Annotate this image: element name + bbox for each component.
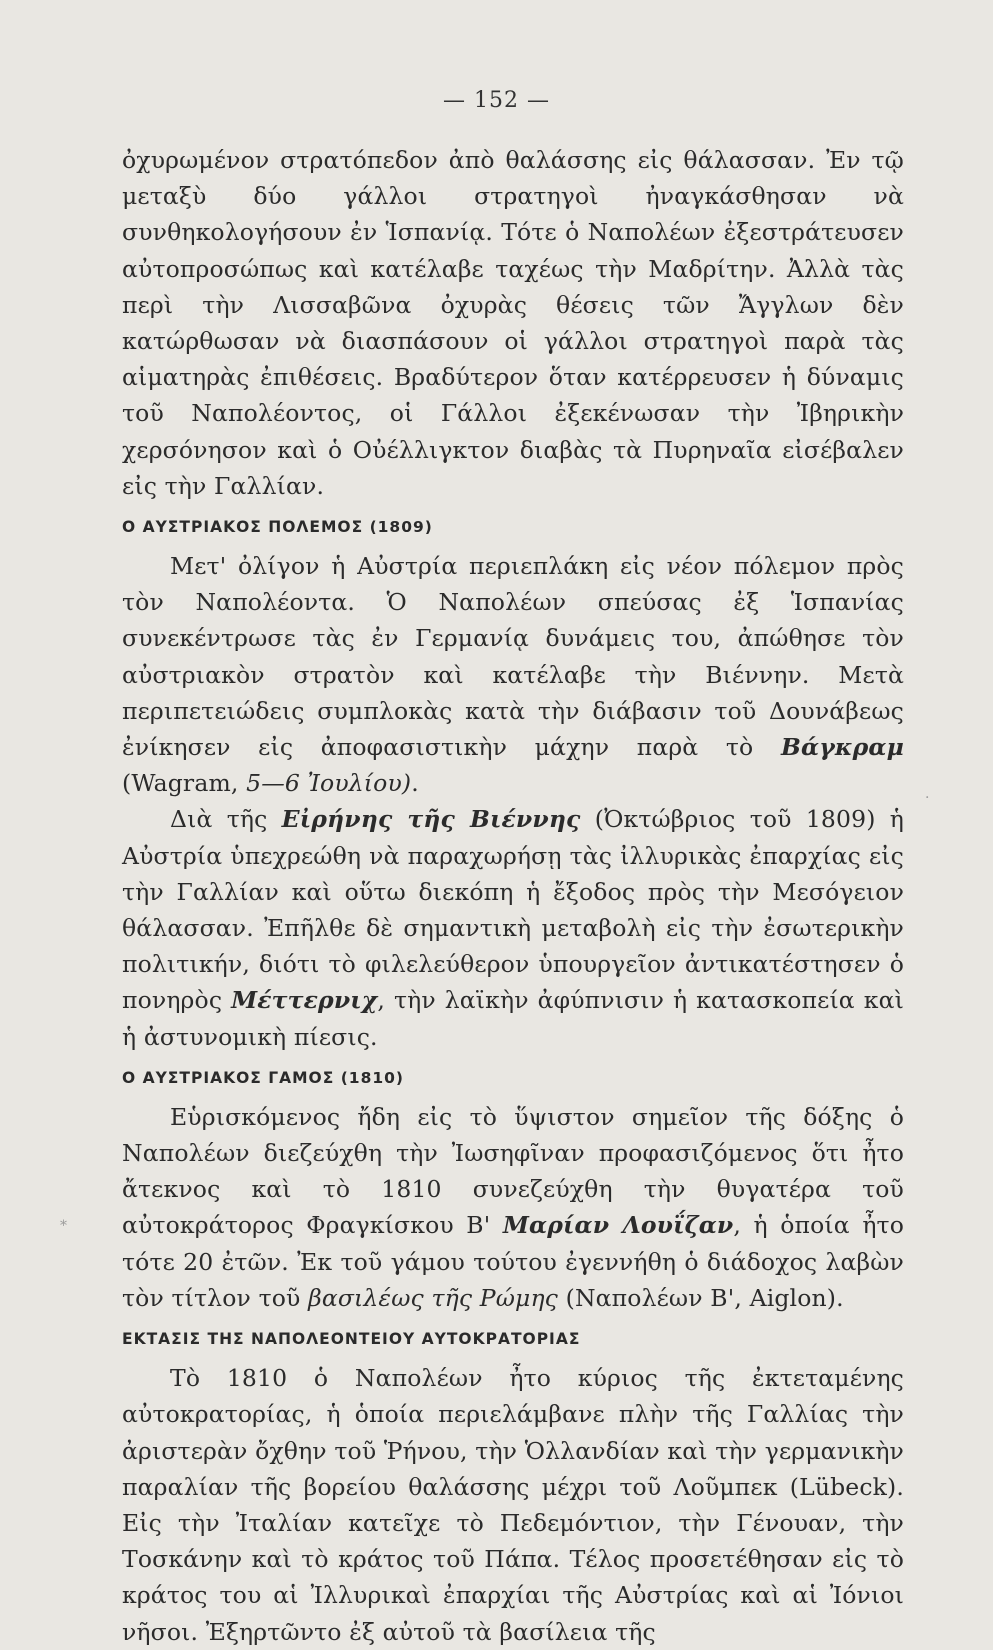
section-heading-empire-extent: ΕΚΤΑΣΙΣ ΤΗΣ ΝΑΠΟΛΕΟΝΤΕΙΟΥ ΑΥΤΟΚΡΑΤΟΡΙΑΣ	[122, 1330, 581, 1349]
page-number: — 152 —	[443, 88, 550, 113]
austrian-war-paragraph-2	[122, 801, 904, 1054]
austrian-war-p2-start: Διὰ τῆς	[170, 805, 282, 834]
marriage-p1-mid: , ἡ ὁποία ἦτο τότε 20 ἐτῶν. Ἐκ τοῦ γάμου τούτου ἐγεννήθη ὁ διάδοχος λαβὼν τὸν τίτλον τοῦ	[122, 1211, 904, 1312]
austrian-war-p2-end: , τὴν λαϊκὴν ἀφύπνισιν ἡ κατασκοπεία καὶ ἡ ἀστυνομικὴ πίεσις.	[122, 986, 904, 1051]
peace-of-vienna: Εἰρήνης τῆς Βιέννης	[281, 805, 581, 834]
body-text	[122, 142, 904, 1650]
austrian-war-paragraph-1	[122, 548, 904, 801]
marriage-p1-text: Εὑρισκόμενος ἤδη εἰς τὸ ὕψιστον σημεῖον τῆς δόξης ὁ Ναπολέων διεζεύχθη τὴν Ἰωσηφῖναν προφασιζόμενος ὅτι ἦτο ἄτεκνος καὶ τὸ 1810 συνεζεύχθη τὴν θυγατέρα τοῦ αὐτοκράτορος Φραγκίσκου Β'	[122, 1102, 904, 1240]
empire-paragraph: Τὸ 1810 ὁ Ναπολέων ἦτο κύριος τῆς ἐκτεταμένης αὐτοκρατορίας, ἡ ὁποία περιελάμβανε πλὴν τῆς Γαλλίας τὴν ἀριστερὰν ὄχθην τοῦ Ῥήνου, τὴν Ὁλλανδίαν καὶ τὴν γερμανικὴν παραλίαν τῆς βορείου θαλάσσης μέχρι τοῦ Λοῦμπεκ (Lübeck). Εἰς τὴν Ἰταλίαν κατεῖχε τὸ Πεδεμόντιον, τὴν Γένουαν, τὴν Τοσκάνην καὶ τὸ κράτος τοῦ Πάπα. Τέλος προσετέθησαν εἰς τὸ κράτος του αἱ Ἰλλυρικαὶ ἐπαρχίαι τῆς Αὐστρίας καὶ αἱ Ἰόνιοι νῆσοι. Ἐξηρτῶντο ἐξ αὐτοῦ τὰ βασίλεια τῆς	[122, 1364, 904, 1646]
marie-louise-name: Μαρίαν Λουΐζαν	[502, 1211, 734, 1240]
section-heading-austrian-war: Ο ΑΥΣΤΡΙΑΚΟΣ ΠΟΛΕΜΟΣ (1809)	[122, 518, 433, 537]
austrian-war-p1-end: .	[411, 769, 419, 798]
wagram-name: Βάγκραμ	[780, 733, 904, 762]
margin-dot: ·	[925, 790, 930, 806]
king-of-rome-title: βασιλέως τῆς Ρώμης	[308, 1283, 558, 1312]
margin-mark: *	[60, 1218, 67, 1234]
wagram-date: 5—6 Ἰουλίου)	[246, 769, 412, 798]
austrian-war-p1-text: Μετ' ὀλίγον ἡ Αὐστρία περιεπλάκη εἰς νέον πόλεμον πρὸς τὸν Ναπολέοντα. Ὁ Ναπολέων σπεύσας ἐξ Ἱσπανίας συνεκέντρωσε τὰς ἐν Γερμανίᾳ δυνάμεις του, ἀπώθησε τὸν αὐστριακὸν στρατὸν καὶ κατέλαβε τὴν Βιέννην. Μετὰ περιπετειώδεις συμπλοκὰς κατὰ τὴν διάβασιν τοῦ Δουνάβεως ἐνίκησεν εἰς ἀποφασιστικὴν μάχην παρὰ τὸ	[122, 552, 904, 762]
marriage-p1-end: (Ναπολέων Β', Aiglon).	[558, 1283, 844, 1312]
metternich-name: Μέττερνιχ	[231, 986, 378, 1015]
intro-paragraph: ὀχυρωμένον στρατόπεδον ἀπὸ θαλάσσης εἰς θάλασσαν. Ἐν τῷ μεταξὺ δύο γάλλοι στρατηγοὶ ἠναγκάσθησαν νὰ συνθηκολογήσουν ἐν Ἱσπανίᾳ. Τότε ὁ Ναπολέων ἐξεστράτευσεν αὐτοπροσώπως καὶ κατέλαβε ταχέως τὴν Μαδρίτην. Ἀλλὰ τὰς περὶ τὴν Λισσαβῶνα ὀχυρὰς θέσεις τῶν Ἄγγλων δὲν κατώρθωσαν νὰ διασπάσουν οἱ γάλλοι στρατηγοὶ παρὰ τὰς αἱματηρὰς ἐπιθέσεις. Βραδύτερον ὅταν κατέρρευσεν ἡ δύναμις τοῦ Ναπολέοντος, οἱ Γάλλοι ἐξεκένωσαν τὴν Ἰβηρικὴν χερσόνησον καὶ ὁ Οὐέλλιγκτον διαβὰς τὰ Πυρηναῖα εἰσέβαλεν εἰς τὴν Γαλλίαν.	[122, 146, 904, 500]
austrian-war-p2-text: (Ὀκτώβριος τοῦ 1809) ἡ Αὐστρία ὑπεχρεώθη νὰ παραχωρήσῃ τὰς ἰλλυρικὰς ἐπαρχίας εἰς τὴν Γαλλίαν καὶ οὕτω διεκόπη ἡ ἔξοδος πρὸς τὴν Μεσόγειον θάλασσαν. Ἐπῆλθε δὲ σημαντικὴ μεταβολὴ εἰς τὴν ἐσωτερικὴν πολιτικήν, διότι τὸ φιλελεύθερον ὑπουργεῖον ἀντικατέστησεν ὁ πονηρὸς	[122, 805, 904, 1015]
marriage-paragraph	[122, 1099, 904, 1316]
wagram-latin: (Wagram,	[122, 769, 247, 798]
section-heading-marriage: Ο ΑΥΣΤΡΙΑΚΟΣ ΓΑΜΟΣ (1810)	[122, 1068, 405, 1087]
